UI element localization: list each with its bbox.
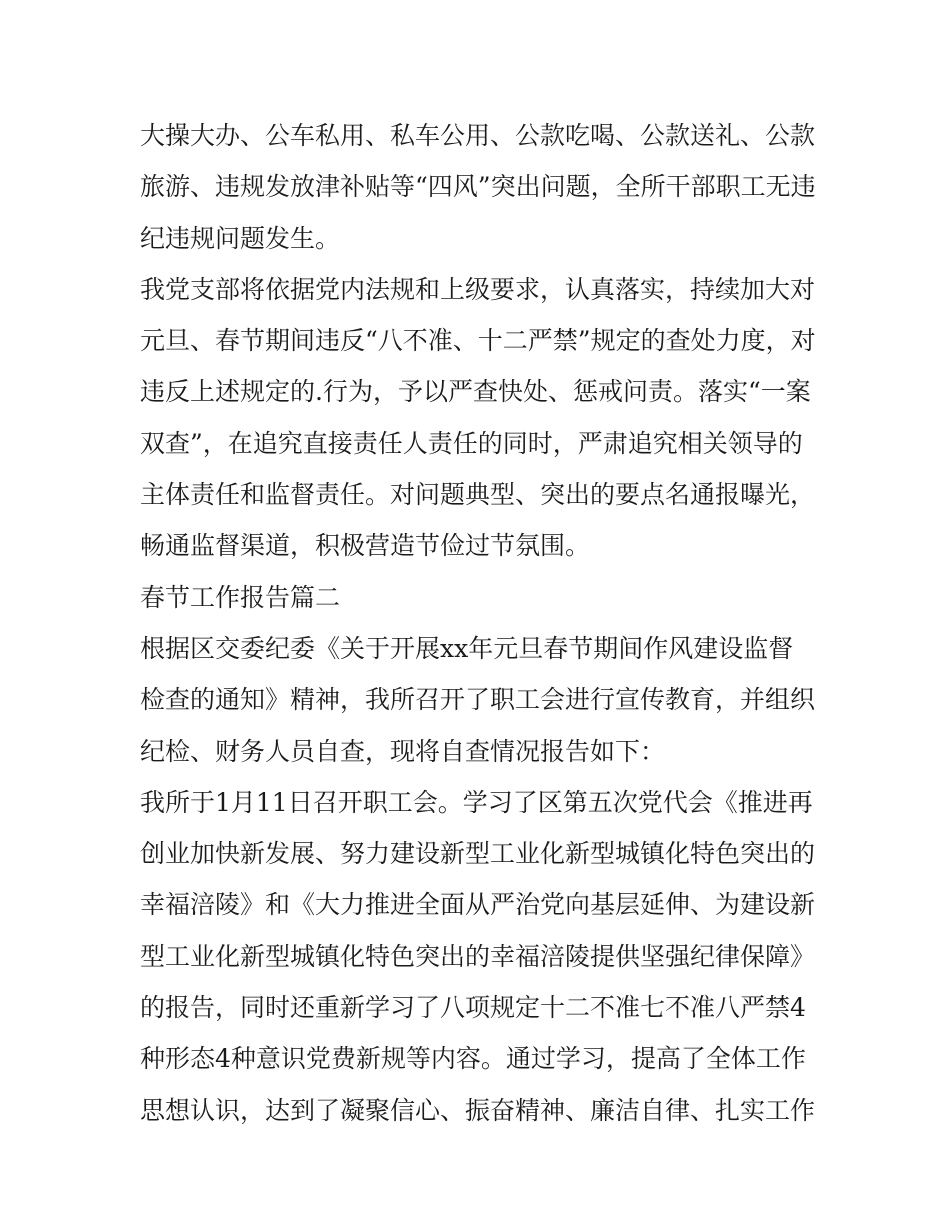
- text-line: 元旦、春节期间违反“八不准、十二严禁”规定的查处力度，对: [140, 326, 816, 356]
- text-line: 大操大办、公车私用、私车公用、公款吃喝、公款送礼、公款: [140, 121, 816, 150]
- text-line: 思想认识，达到了凝聚信心、振奋精神、廉洁自律、扎实工作: [140, 1095, 816, 1125]
- text-line: 种形态4种意识党费新规等内容。通过学习，提高了全体工作: [140, 1044, 806, 1074]
- text-line: 我党支部将依据党内法规和上级要求，认真落实，持续加大对: [140, 274, 816, 304]
- text-line: 创业加快新发展、努力建设新型工业化新型城镇化特色突出的: [140, 839, 816, 869]
- text-line: 根据区交委纪委《关于开展xx年元旦春节期间作风建设监督: [140, 633, 794, 663]
- document-body: [140, 110, 820, 1136]
- text-line: 幸福涪陵》和《大力推进全面从严治党向基层延伸、为建设新: [140, 890, 816, 920]
- text-line: 型工业化新型城镇化特色突出的幸福涪陵提供坚强纪律保障》: [140, 941, 816, 971]
- text-line: 违反上述规定的.行为，予以严查快处、惩戒问责。落实“一案: [140, 377, 811, 407]
- text-line: 我所于1月11日召开职工会。学习了区第五次党代会《推进再: [140, 787, 813, 817]
- section-heading: 春节工作报告篇二: [140, 582, 341, 612]
- text-line: 畅通监督渠道，积极营造节俭过节氛围。: [140, 531, 591, 561]
- text-line: 纪检、财务人员自查，现将自查情况报告如下：: [140, 736, 666, 766]
- text-line: 纪违规问题发生。: [140, 223, 341, 253]
- text-line: 的报告，同时还重新学习了八项规定十二不准七不准八严禁4: [140, 993, 806, 1023]
- text-line: 检查的通知》精神，我所召开了职工会进行宣传教育，并组织: [140, 685, 816, 715]
- text-line: 双查”，在追究直接责任人责任的同时，严肃追究相关领导的: [140, 428, 803, 458]
- text-line: 旅游、违规发放津补贴等“四风”突出问题，全所干部职工无违: [140, 172, 816, 202]
- text-line: 主体责任和监督责任。对问题典型、突出的要点名通报曝光，: [140, 480, 816, 510]
